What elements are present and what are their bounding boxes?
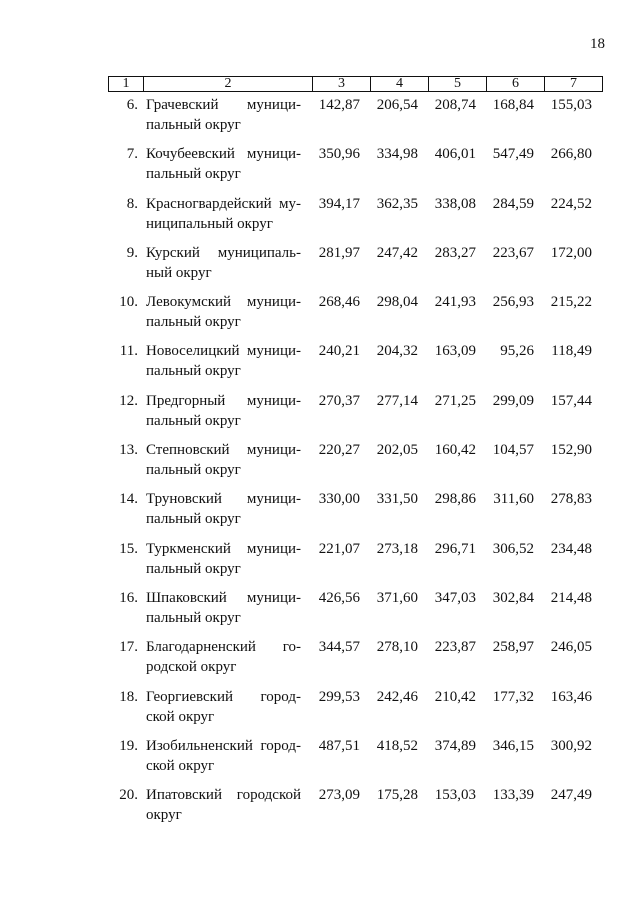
district-name-line-2: пальный округ [146, 511, 241, 528]
value-col-6: 223,67 [492, 244, 534, 261]
value-col-7: 278,83 [550, 491, 592, 508]
row-number: 16. [119, 589, 138, 606]
value-col-4: 277,14 [376, 392, 418, 409]
district-name [146, 292, 301, 332]
column-header-5: 5 [429, 77, 487, 92]
district-name [146, 588, 301, 628]
value-col-7: 266,80 [550, 146, 592, 163]
value-col-4: 362,35 [376, 195, 418, 212]
value-col-5: 153,03 [434, 787, 476, 804]
value-col-7: 152,90 [550, 442, 592, 459]
value-col-7: 224,52 [550, 195, 592, 212]
value-col-5: 223,87 [434, 639, 476, 656]
district-name-line-2: округ [146, 807, 182, 824]
district-name-line-1: Ипатовский городской [146, 787, 301, 804]
district-name [146, 95, 301, 135]
district-name-line-1: Степновский муници- [146, 442, 301, 459]
table-row [108, 95, 608, 144]
value-col-6: 104,57 [492, 442, 534, 459]
value-col-3: 270,37 [318, 392, 360, 409]
district-name-line-1: Грачевский муници- [146, 97, 301, 113]
table-row [108, 687, 608, 736]
district-name-line-2: родской округ [146, 659, 237, 676]
value-col-4: 334,98 [376, 146, 418, 163]
value-col-6: 299,09 [492, 392, 534, 409]
district-name [146, 194, 301, 234]
table-row [108, 588, 608, 637]
column-header-4: 4 [371, 77, 429, 92]
table-row [108, 440, 608, 489]
value-col-7: 118,49 [551, 343, 592, 360]
table-row [108, 637, 608, 686]
page-number: 18 [590, 36, 605, 52]
column-header-row [108, 76, 603, 92]
value-col-7: 155,03 [550, 97, 592, 113]
district-name-line-2: пальный округ [146, 462, 241, 479]
value-col-3: 344,57 [318, 639, 360, 656]
value-col-3: 281,97 [318, 244, 360, 261]
column-header-2: 2 [144, 77, 313, 92]
value-col-7: 246,05 [550, 639, 592, 656]
row-number: 20. [119, 787, 138, 804]
value-col-3: 268,46 [318, 294, 360, 311]
value-col-6: 258,97 [492, 639, 534, 656]
value-col-7: 215,22 [550, 294, 592, 311]
value-col-4: 278,10 [376, 639, 418, 656]
value-col-3: 273,09 [318, 787, 360, 804]
table-row [108, 292, 608, 341]
value-col-7: 300,92 [550, 737, 592, 754]
row-number: 12. [119, 392, 138, 409]
district-name [146, 440, 301, 480]
value-col-6: 302,84 [492, 589, 534, 606]
value-col-6: 256,93 [492, 294, 534, 311]
district-name [146, 144, 301, 184]
district-name-line-2: пальный округ [146, 412, 241, 429]
district-name-line-1: Туркменский муници- [146, 540, 301, 557]
column-header-7: 7 [545, 77, 603, 92]
value-col-5: 271,25 [434, 392, 476, 409]
value-col-3: 299,53 [318, 688, 360, 705]
value-col-4: 371,60 [376, 589, 418, 606]
value-col-5: 283,27 [434, 244, 476, 261]
value-col-5: 338,08 [434, 195, 476, 212]
value-col-7: 214,48 [550, 589, 592, 606]
district-name-line-2: пальный округ [146, 314, 241, 331]
district-name-line-1: Труновский муници- [146, 491, 301, 508]
value-col-3: 487,51 [318, 737, 360, 754]
district-name-line-1: Левокумский муници- [146, 294, 301, 311]
row-number: 15. [119, 540, 138, 557]
district-name-line-2: пальный округ [146, 609, 241, 626]
value-col-6: 547,49 [492, 146, 534, 163]
value-col-7: 247,49 [550, 787, 592, 804]
row-number: 14. [119, 491, 138, 508]
district-name-line-2: пальный округ [146, 117, 241, 133]
value-col-5: 296,71 [434, 540, 476, 557]
value-col-7: 234,48 [550, 540, 592, 557]
district-name-line-2: пальный округ [146, 166, 241, 183]
column-header-6: 6 [487, 77, 545, 92]
district-name [146, 736, 301, 776]
value-col-6: 95,26 [500, 343, 534, 360]
value-col-3: 142,87 [318, 97, 360, 113]
row-number: 13. [119, 442, 138, 459]
value-col-6: 177,32 [492, 688, 534, 705]
value-col-5: 208,74 [434, 97, 476, 113]
table-row [108, 736, 608, 785]
district-name-line-2: ской округ [146, 757, 215, 774]
district-name-line-2: пальный округ [146, 560, 241, 577]
value-col-5: 160,42 [434, 442, 476, 459]
value-col-4: 202,05 [376, 442, 418, 459]
value-col-7: 157,44 [550, 392, 592, 409]
table-row [108, 489, 608, 538]
row-number: 17. [119, 639, 138, 656]
value-col-3: 330,00 [318, 491, 360, 508]
value-col-6: 284,59 [492, 195, 534, 212]
district-name [146, 489, 301, 529]
value-col-6: 168,84 [492, 97, 534, 113]
table-row [108, 144, 608, 193]
row-number: 10. [119, 294, 138, 311]
table-row [108, 194, 608, 243]
value-col-4: 204,32 [376, 343, 418, 360]
district-name-line-1: Красногвардейский му- [146, 195, 301, 212]
district-name-line-1: Изобильненский город- [146, 737, 301, 754]
value-col-5: 374,89 [434, 737, 476, 754]
table-body [108, 95, 608, 834]
value-col-5: 347,03 [434, 589, 476, 606]
value-col-4: 331,50 [376, 491, 418, 508]
row-number: 6. [126, 97, 138, 113]
value-col-4: 418,52 [376, 737, 418, 754]
district-name [146, 243, 301, 283]
district-name [146, 341, 301, 381]
table-row [108, 391, 608, 440]
value-col-3: 240,21 [318, 343, 360, 360]
value-col-4: 242,46 [376, 688, 418, 705]
value-col-5: 210,42 [434, 688, 476, 705]
value-col-6: 306,52 [492, 540, 534, 557]
value-col-5: 163,09 [434, 343, 476, 360]
column-header-3: 3 [313, 77, 371, 92]
value-col-3: 220,27 [318, 442, 360, 459]
value-col-3: 350,96 [318, 146, 360, 163]
district-name-line-2: ный округ [146, 264, 212, 281]
table-row [108, 539, 608, 588]
row-number: 18. [119, 688, 138, 705]
value-col-5: 406,01 [434, 146, 476, 163]
district-name-line-1: Курский муниципаль- [146, 244, 301, 261]
value-col-5: 241,93 [434, 294, 476, 311]
value-col-6: 346,15 [492, 737, 534, 754]
value-col-4: 175,28 [376, 787, 418, 804]
value-col-4: 298,04 [376, 294, 418, 311]
district-name-line-1: Шпаковский муници- [146, 589, 301, 606]
district-name-line-1: Предгорный муници- [146, 392, 301, 409]
table-row [108, 785, 608, 834]
table-row [108, 243, 608, 292]
district-name-line-2: пальный округ [146, 363, 241, 380]
value-col-6: 133,39 [492, 787, 534, 804]
district-name-line-1: Новоселицкий муници- [146, 343, 301, 360]
district-name-line-2: ниципальный округ [146, 215, 273, 232]
row-number: 7. [126, 146, 138, 163]
table-row [108, 341, 608, 390]
district-name-line-1: Кочубеевский муници- [146, 146, 301, 163]
district-name-line-1: Георгиевский город- [146, 688, 301, 705]
row-number: 11. [119, 343, 138, 360]
row-number: 8. [126, 195, 138, 212]
district-name-line-1: Благодарненский го- [146, 639, 301, 656]
row-number: 9. [126, 244, 138, 261]
value-col-3: 394,17 [318, 195, 360, 212]
column-header-1: 1 [109, 77, 144, 92]
value-col-3: 426,56 [318, 589, 360, 606]
district-name-line-2: ской округ [146, 708, 215, 725]
district-name [146, 637, 301, 677]
value-col-4: 206,54 [376, 97, 418, 113]
row-number: 19. [119, 737, 138, 754]
value-col-5: 298,86 [434, 491, 476, 508]
value-col-7: 172,00 [550, 244, 592, 261]
value-col-7: 163,46 [550, 688, 592, 705]
district-name [146, 687, 301, 727]
district-name [146, 785, 301, 825]
value-col-4: 273,18 [376, 540, 418, 557]
value-col-4: 247,42 [376, 244, 418, 261]
district-name [146, 539, 301, 579]
district-name [146, 391, 301, 431]
value-col-6: 311,60 [493, 491, 534, 508]
value-col-3: 221,07 [318, 540, 360, 557]
